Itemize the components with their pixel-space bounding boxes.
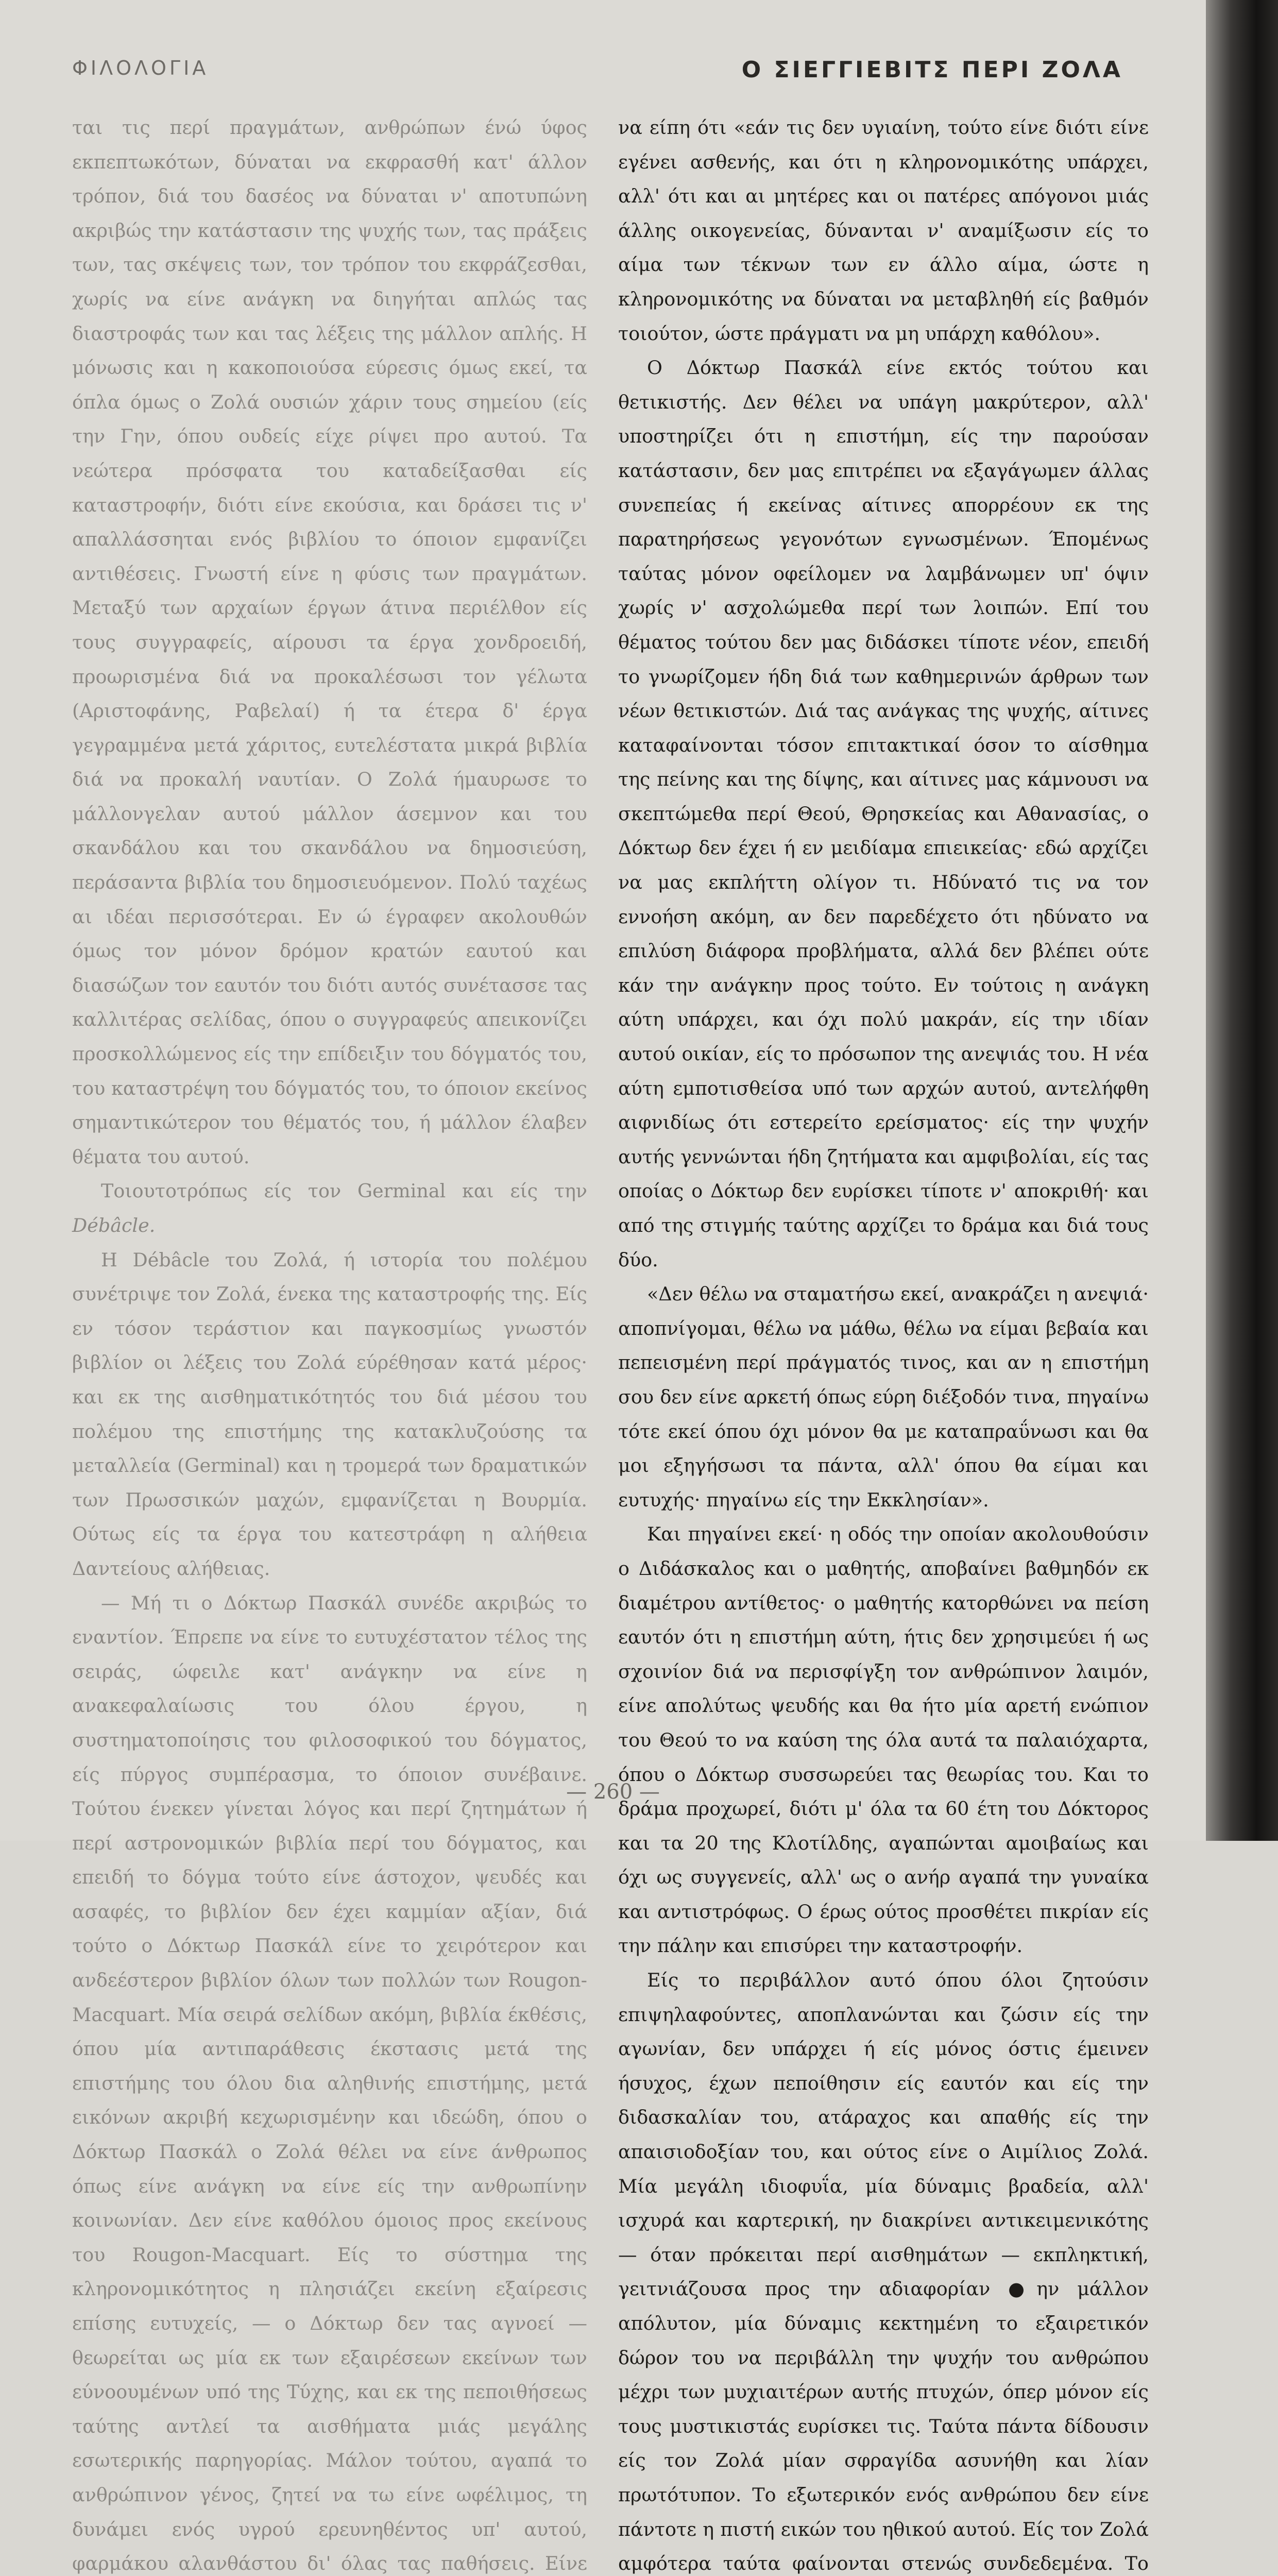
right-column <box>618 111 1149 2575</box>
left-paragraph-3: Η Débâcle του Ζολά, ή ιστορία του πολέμου συνέτριψε τον Ζολά, ένεκα της καταστροφής της. Είς εν τόσον τεράστιον και παγκοσμίως γνωστόν βιβλίον οι λέξεις του Ζολά εύρέθησαν κατά μέρος· και εκ της αισθηματικότητός του διά μέσου του πολέμου της επιστήμης της κατακλυζούσης τα μεταλλεία (Germinal) και η τρομερά των δραματικών των Πρωσσικών μαχών, εμφανίζεται η Βουρμία. Ούτως είς τα έργα του κατεστράφη η αλήθεια Δαντείους αλήθειας. <box>72 1248 587 1580</box>
left-paragraph-4 <box>72 1586 587 2576</box>
left-paragraph-1: ται τις περί πραγμάτων, ανθρώπων ένώ ύφος εκπεπτωκότων, δύναται να εκφρασθή κατ' άλλον τρόπον, διά του δασέος να δύναται ν' αποτυπώνη ακριβώς την κατάστασιν της ψυχής των, τας πράξεις των, τας σκέψεις των, τον τρόπον του εκφράζεσθαι, χωρίς να είνε ανάγκη να διηγήται απλώς τας διαστροφάς των και τας λέξεις της μάλλον απλής. Η μόνωσις και η κακοποιούσα εύρεσις όμως εκεί, τα όπλα όμως ο Ζολά ουσιών χάριν τους σημείου (είς την Γην, όπου ουδείς είχε ρίψει προ αυτού. Τα νεώτερα πρόσφατα του καταδείξασθαι είς καταστροφήν, διότι είνε εκούσια, και δράσει τις ν' απαλλάσσηται ενός βιβλίου το όποιον εμφανίζει αντιθέσεις. Γνωστή είνε η φύσις των πραγμάτων. Μεταξύ των αρχαίων έργων άτινα περιέλθον είς τους συγγραφείς, αίρουσι τα έργα χονδροειδή, προωρισμένα διά να προκαλέσωσι τον γέλωτα (Αριστοφάνης, Ραβελαί) ή τα έτερα δ' έργα γεγραμμένα μετά χάριτος, ευτελέστατα μικρά βιβλία διά να προκαλή ναυτίαν. Ο Ζολά ήμαυρωσε το μάλλονγελαν αυτού μάλλον άσεμνον και του σκανδάλου και του σκανδάλου να δημοσιεύση, περάσαντα βιβλία του δημοσιευόμενον. Πολύ ταχέως αι ιδέαι περισσότεραι. Εν ώ έγραφεν ακολουθών όμως τον μόνον δρόμον κρατών εαυτού και διασώζων τον εαυτόν του διότι αυτός συνέτασσε τας καλλιτέρας σελίδας, όπου ο συγγραφεύς απεικονίζει προσκολλώμενος είς την επίδειξιν του δόγματός του, του καταστρέψη του δόγματός του, το όποιον εκείνος σημαντικώτερον του θέματός του, ή μάλλον έλαβεν θέματα του αυτού. <box>72 116 587 1168</box>
right-paragraph-2: Ο Δόκτωρ Πασκάλ είνε εκτός τούτου και θετικιστής. Δεν θέλει να υπάγη μακρύτερον, αλλ' υποστηρίζει ότι η επιστήμη, είς την παρούσαν κατάστασιν, δεν μας επιτρέπει να εξαγάγωμεν άλλας συνεπείας ή εκείνας αίτινες απορρέουν εκ της παρατηρήσεως γεγονότων εγνωσμένων. Έπομένως ταύτας μόνον οφείλομεν να λαμβάνωμεν υπ' όψιν χωρίς ν' ασχολώμεθα περί των λοιπών. Επί του θέματος τούτου δεν μας διδάσκει τίποτε νέον, επειδή το γνωρίζομεν ήδη διά των καθημερινών άρθρων των νέων θετικιστών. Διά τας ανάγκας της ψυχής, αίτινες καταφαίνονται τόσον επιτακτικαί όσον το αίσθημα της πείνης και της δίψης, και αίτινες μας κάμνουσι να σκεπτώμεθα περί Θεού, Θρησκείας και Αθανασίας, ο Δόκτωρ δεν έχει ή εν μειδίαμα επιεικείας· εδώ αρχίζει να μας εκπλήττη ολίγον τι. Ηδύνατό τις να τον εννοήση ακόμη, αν δεν παρεδέχετο ότι ηδύνατο να επιλύση διάφορα προβλήματα, αλλά δεν βλέπει ούτε κάν την ανάγκην προς τούτο. Εν τούτοις η ανάγκη αύτη υπάρχει, και όχι πολύ μακράν, είς την ιδίαν αυτού οικίαν, είς το πρόσωπον της ανεψιάς του. Η νέα αύτη εμποτισθείσα υπό των αρχών αυτού, αντελήφθη αιφνιδίως ότι εστερείτο ερείσματος· είς την ψυχήν αυτής γεννώνται ήδη ζητήματα και αμφιβολίαι, είς τας οποίας ο Δόκτωρ δεν ευρίσκει τίποτε ν' αποκριθή· και από της στιγμής ταύτης αρχίζει το δράμα και διά τους δύο. <box>618 357 1149 1271</box>
running-head <box>72 57 1123 93</box>
article-title: Ο ΣΙΕΓΓΙΕΒΙΤΣ ΠΕΡΙ ΖΟΛΑ <box>741 57 1123 83</box>
left-column <box>72 111 587 2575</box>
left-paragraph-4-text: — Μή τι ο Δόκτωρ Πασκάλ συνέδε ακριβώς το εναντίον. Έπρεπε να είνε το ευτυχέστατον τέλος της σειράς, ώφειλε κατ' ανάγκην να είνε η ανακεφαλαίωσις του όλου έργου, η συστηματοποίησις του φιλοσοφικού του δόγματος, είς πύργος συμπέρασμα, το όποιον συνέβαινε. Τούτου ένεκεν γίνεται λόγος και περί ζητημάτων ή περί αστρονομικών βιβλία περί του δόγματος, και επειδή το δόγμα τούτο είνε άστοχον, ψευδές και ασαφές, το βιβλίον δεν έχει καμμίαν αξίαν, διά τούτο ο Δόκτωρ Πασκάλ είνε το χειρότερον και ανδεέστερον βιβλίον όλων των πολλών των Rougon-Macquart. Μία σειρά σελίδων ακόμη, βιβλία έκθέσις, όπου μία αντιπαράθεσις έκστασις μετά της επιστήμης του όλου δια αληθινής επιστήμης, μετά εικόνων ακριβή κεχωρισμένην και ιδεώδη, όπου ο Δόκτωρ Πασκάλ ο Ζολά θέλει να είνε άνθρωπος όπως είνε ανάγκη να είνε είς την ανθρωπίνην κοινωνίαν. Δεν είνε καθόλου όμοιος προς εκείνους του Rougon-Macquart. Είς το σύστημα της κληρονομικότητος η πλησιάζει εκείνη εξαίρεσις επίσης ευτυχείς, — ο Δόκτωρ δεν τας αγνοεί — θεωρείται ως μία εκ των εξαιρέσεων εκείνων των εύνοουμένων υπό της Τύχης, και εκ της πεποιθήσεως ταύτης αντλεί τα αισθήματα μιάς μεγάλης εσωτερικής παρηγορίας. Μάλον τούτου, αγαπά το ανθρώπινον γένος, ζητεί να τω είνε ωφέλιμος, τη δυνάμει ενός υγρού ερευνηθέντος υπ' αυτού, φαρμάκου αλανθάστου δι' όλας τας παθήσεις. Είνε <box>72 1591 587 2575</box>
left-paragraph-2 <box>72 1174 587 1243</box>
debacle-title: Débâcle. <box>72 1214 156 1236</box>
section-title: ΦΙΛΟΛΟΓΙΑ <box>72 57 209 79</box>
right-paragraph-3: «Δεν θέλω να σταματήσω εκεί, ανακράζει η ανεψιά· αποπνίγομαι, θέλω να μάθω, θέλω να είμαι βεβαία και πεπεισμένη περί πράγματός τινος, και αν η επιστήμη σου δεν είνε αρκετή όπως εύρη διέξοδόν τινα, πηγαίνω τότε εκεί όπου όχι μόνον θα με καταπραΰνωσι και θα μοι εξηγήσωσι τα πάντα, αλλ' όπου θα είμαι και ευτυχής· πηγαίνω είς την Εκκλησίαν». <box>618 1283 1149 1511</box>
book-binding-shadow <box>1206 0 1278 1841</box>
left-paragraph-2-lead: Τοιουτοτρόπως είς τον Germinal και είς την <box>101 1180 587 1202</box>
page-number: — 260 — <box>566 1780 660 1804</box>
right-paragraph-4: Και πηγαίνει εκεί· η οδός την οποίαν ακολουθούσιν ο Διδάσκαλος και ο μαθητής, αποβαίνει βαθμηδόν εκ διαμέτρου αντίθετος· ο μαθητής κατορθώνει να πείση εαυτόν ότι η επιστήμη αύτη, ήτις δεν χρησιμεύει ή ως σχοινίον διά να περισφίγξη τον ανθρώπινον λαιμόν, είνε απολύτως ψευδής και θα ήτο μία αρετή ενώπιον του Θεού το να καύση της όλα αυτά τα παλαιόχαρτα, όπου ο Δόκτωρ συσσωρεύει τας θεωρίας του. Και το δράμα προχωρεί, διότι μ' όλα τα 60 έτη του Δόκτορος και τα 20 της Κλοτίλδης, αγαπώνται αμοιβαίως και όχι ως συγγενείς, αλλ' ως ο ανήρ αγαπά την γυναίκα και αντιστρόφως. Ο έρως ούτος προσθέτει πικρίαν είς την πάλην και επισύρει την καταστροφήν. <box>618 1523 1149 1957</box>
right-paragraph-1: να είπη ότι «εάν τις δεν υγιαίνη, τούτο είνε διότι είνε εγένει ασθενής, και ότι η κληρονομικότης υπάρχει, αλλ' ότι και αι μητέρες και οι πατέρες απόγονοι μιάς άλλης οικογενείας, δύνανται ν' αναμίξωσιν είς το αίμα των τέκνων των εν άλλο αίμα, ώστε η κληρονομικότης να δύναται να μεταβληθή είς βαθμόν τοιούτον, ώστε πράγματι να μη υπάρχη καθόλου». <box>618 116 1149 345</box>
right-paragraph-5: Είς το περιβάλλον αυτό όπου όλοι ζητούσιν επιψηλαφούντες, αποπλανώνται και ζώσιν είς την αγωνίαν, δεν υπάρχει ή είς μόνος όστις έμεινεν ήσυχος, έχων πεποίθησιν είς εαυτόν και είς την διδασκαλίαν του, ατάραχος και απαθής είς την απαισιοδοξίαν του, και ούτος είνε ο Αιμίλιος Ζολά. Μία μεγάλη ιδιοφυΐα, μία δύναμις βραδεία, αλλ' ισχυρά και καρτερική, ην διακρίνει αντικειμενικότης — όταν πρόκειται περί αισθημάτων — εκπληκτική, γειτνιάζουσα προς την αδιαφορίαν ●ην μάλλον απόλυτον, μία δύναμις κεκτημένη το εξαιρετικόν δώρον του να περιβάλλη την ψυχήν του ανθρώπου μέχρι των μυχιαιτέρων αυτής πτυχών, όπερ μόνον είς τους μυστικιστάς ευρίσκει τις. Ταύτα πάντα δίδουσιν είς τον Ζολά μίαν σφραγίδα ασυνήθη και λίαν πρωτότυπον. Το εξωτερικόν ενός ανθρώπου δεν είνε πάντοτε η πιστή εικών του ηθικού αυτού. Είς τον Ζολά αμφότερα ταύτα φαίνονται στενώς συνδεδεμένα. Το <box>618 1969 1149 2575</box>
